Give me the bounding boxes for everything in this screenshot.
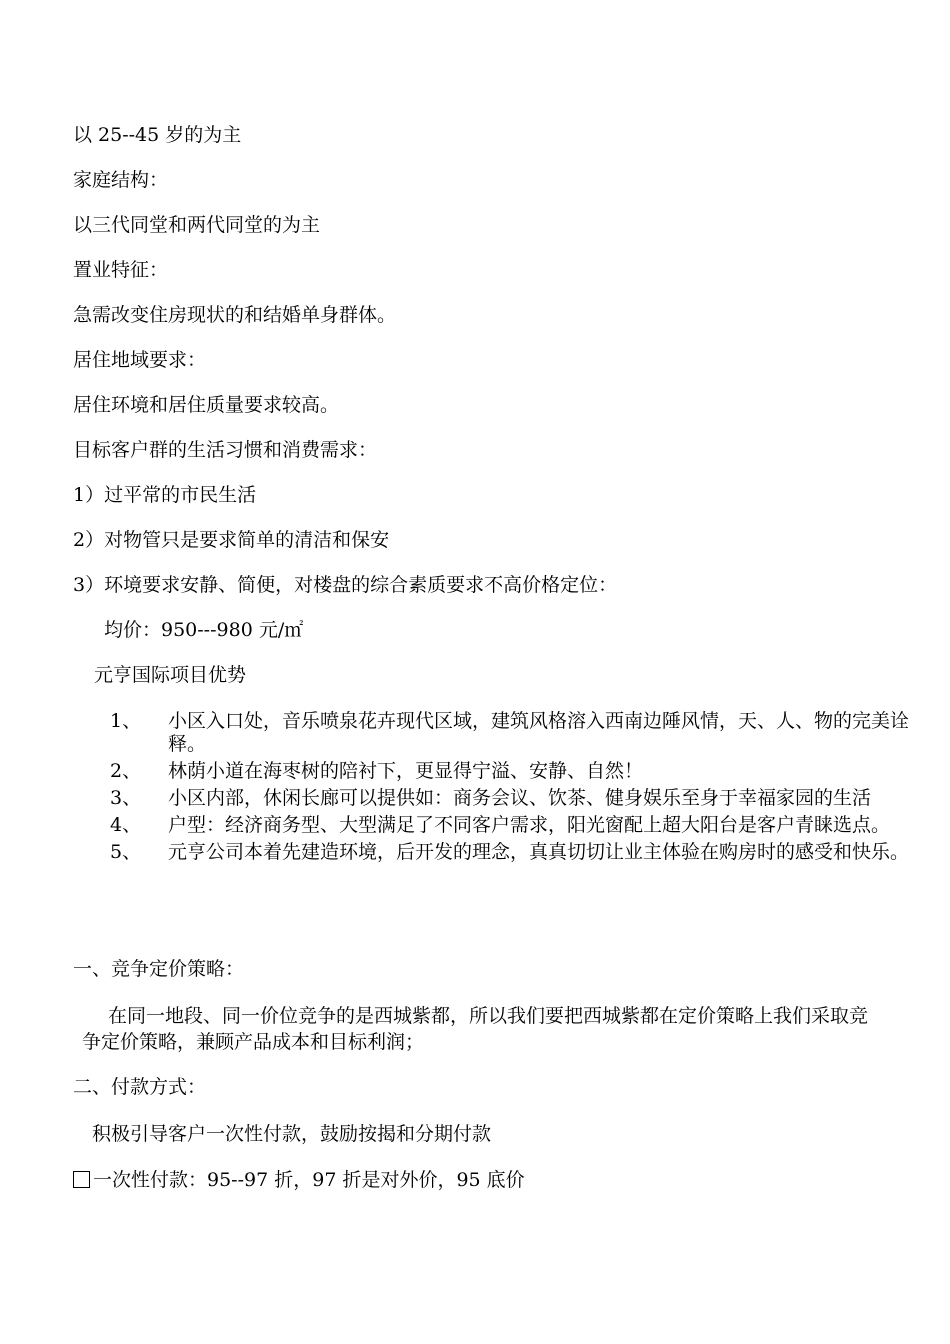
project-advantages-heading: 元亨国际项目优势 <box>94 664 247 686</box>
habit-item-3: 3）环境要求安静、简便，对楼盘的综合素质要求不高价格定位： <box>73 574 618 596</box>
list-number: 5、 <box>110 841 142 863</box>
list-item <box>110 760 910 783</box>
list-text: 小区内部，休闲长廊可以提供如：商务会议、饮茶、健身娱乐至身于幸福家园的生活 <box>168 787 872 809</box>
list-item <box>110 710 910 756</box>
living-area-label: 居住地域要求： <box>73 349 207 371</box>
lump-sum-payment-row <box>73 1168 525 1192</box>
family-structure-label: 家庭结构： <box>73 169 169 191</box>
list-text: 元亨公司本着先建造环境，后开发的理念，真真切切让业主体验在购房时的感受和快乐。 <box>168 841 910 863</box>
average-price-text: 均价：950---980 元/㎡ <box>104 619 304 641</box>
list-item <box>110 787 910 810</box>
list-number: 2、 <box>110 760 142 782</box>
age-range-text: 以 25--45 岁的为主 <box>73 124 242 146</box>
checkbox-icon[interactable] <box>73 1171 90 1188</box>
living-area-text: 居住环境和居住质量要求较高。 <box>73 394 340 416</box>
list-number: 3、 <box>110 787 142 809</box>
list-text: 户型：经济商务型、大型满足了不同客户需求，阳光窗配上超大阳台是客户青睐选点。 <box>168 814 891 836</box>
list-text: 小区入口处，音乐喷泉花卉现代区域，建筑风格溶入西南边陲风情，天、人、物的完美诠释。 <box>168 710 910 755</box>
pricing-strategy-heading: 一、竞争定价策略： <box>73 958 245 980</box>
habit-item-2: 2）对物管只是要求简单的清洁和保安 <box>73 529 390 551</box>
pricing-strategy-paragraph: 在同一地段、同一价位竞争的是西城紫都，所以我们要把西城紫都在定价策略上我们采取竞争定价策略，兼顾产品成本和目标利润； <box>82 1005 869 1053</box>
list-item <box>110 814 910 837</box>
list-item <box>110 841 910 864</box>
list-number: 4、 <box>110 814 142 836</box>
payment-guide-text: 积极引导客户一次性付款，鼓励按揭和分期付款 <box>92 1123 492 1145</box>
target-customer-label: 目标客户群的生活习惯和消费需求： <box>73 439 378 461</box>
advantages-list <box>110 710 910 868</box>
list-text: 林荫小道在海枣树的陪衬下，更显得宁溢、安静、自然！ <box>168 760 644 782</box>
habit-item-1: 1）过平常的市民生活 <box>73 484 257 506</box>
purchase-feature-text: 急需改变住房现状的和结婚单身群体。 <box>73 304 397 326</box>
purchase-feature-label: 置业特征： <box>73 259 169 281</box>
payment-method-heading: 二、付款方式： <box>73 1076 207 1098</box>
family-structure-text: 以三代同堂和两代同堂的为主 <box>73 214 321 236</box>
list-number: 1、 <box>110 710 142 732</box>
lump-sum-payment-text: 一次性付款：95--97 折，97 折是对外价，95 底价 <box>93 1169 525 1191</box>
